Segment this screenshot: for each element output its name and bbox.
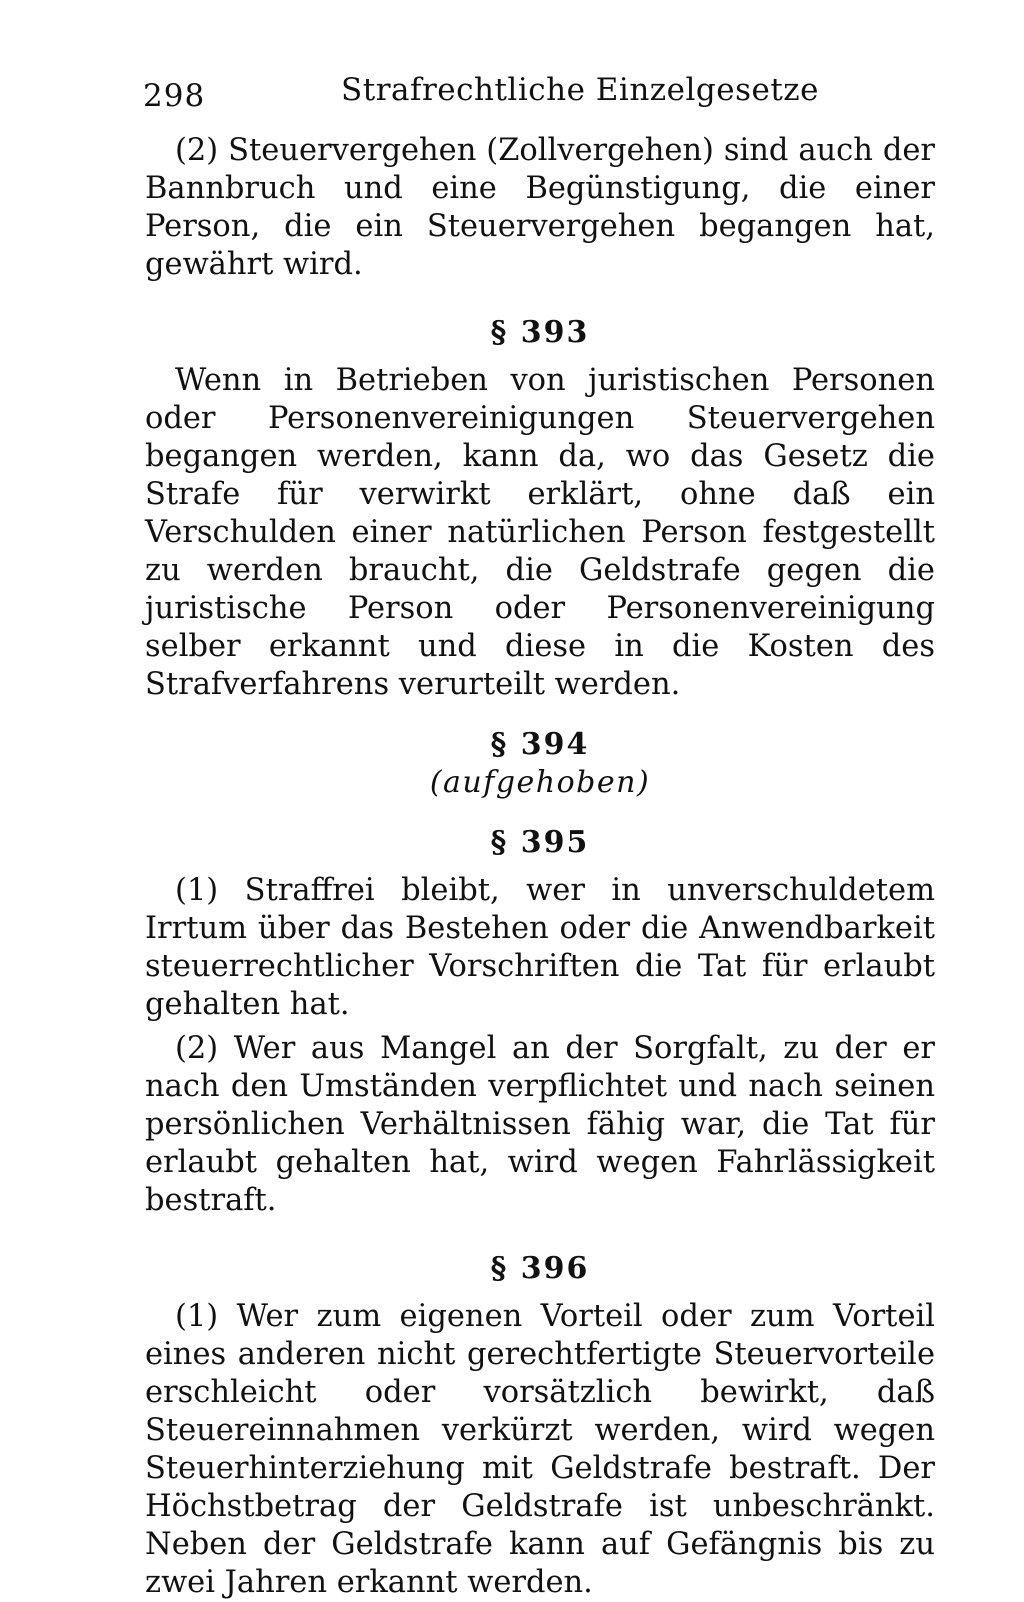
- section-394-repealed-note: (aufgehoben): [429, 765, 651, 800]
- running-title: Strafrechtliche Einzelgesetze: [341, 72, 819, 108]
- page-header: [143, 72, 943, 122]
- page-number: 298: [143, 78, 206, 114]
- section-heading-393: § 393: [490, 315, 590, 350]
- paragraph-steuervergehen-2: (2) Steuervergehen (Zollvergehen) sind auch der Bannbruch und eine Begünstigung, die einer Person, die ein Steuervergehen begangen hat, gewährt wird.: [145, 133, 935, 282]
- section-395-paragraph-2: (2) Wer aus Mangel an der Sorgfalt, zu der er nach den Umständen verpflichtet und nach seinen persönlichen Verhältnissen fähig war, die Tat für erlaubt gehalten hat, wird wegen Fahrlässigkeit bestraft.: [145, 1031, 935, 1218]
- section-393-text: Wenn in Betrieben von juristischen Personen oder Personenvereinigungen Steuervergehen begangen werden, kann da, wo das Gesetz die Strafe für verwirkt erklärt, ohne daß ein Verschulden einer natürlichen Person festgestellt zu werden braucht, die Geldstrafe gegen die juristische Person oder Personenvereinigung selber erkannt und diese in die Kosten des Strafverfahrens verurteilt werden.: [145, 363, 935, 702]
- section-396-paragraph-1: (1) Wer zum eigenen Vorteil oder zum Vorteil eines anderen nicht gerechtfertigte Steuervorteile erschleicht oder vorsätzlich bewirkt, daß Steuereinnahmen verkürzt werden, wird wegen Steuerhinterziehung mit Geldstrafe bestraft. Der Höchstbetrag der Geldstrafe ist unbeschränkt. Neben der Geldstrafe kann auf Gefängnis bis zu zwei Jahren erkannt werden.: [145, 1299, 935, 1600]
- section-heading-396: § 396: [490, 1251, 590, 1286]
- section-heading-395: § 395: [490, 825, 590, 860]
- page-body: [145, 132, 935, 1602]
- section-heading-394: § 394: [490, 727, 590, 762]
- section-395-paragraph-1: (1) Straffrei bleibt, wer in unverschuldetem Irrtum über das Bestehen oder die Anwendbarkeit steuerrechtlicher Vorschriften die Tat für erlaubt gehalten hat.: [145, 873, 935, 1022]
